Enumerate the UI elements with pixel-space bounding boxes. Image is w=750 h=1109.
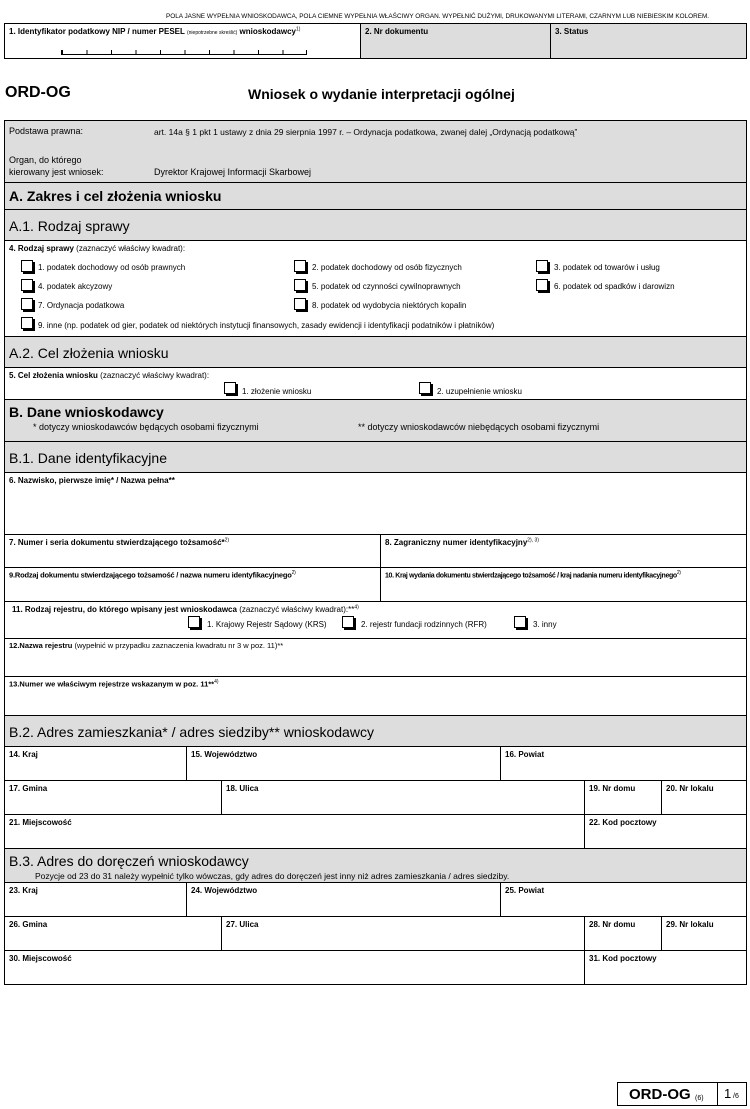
- field9-doc-type[interactable]: [4, 567, 381, 602]
- checkbox-tax-4[interactable]: [21, 279, 33, 291]
- checkbox-tax-2[interactable]: [294, 260, 306, 272]
- field29-label: 29. Nr lokalu: [666, 920, 714, 929]
- field23-label: 23. Kraj: [9, 886, 38, 895]
- basis-label: Podstawa prawna:: [9, 126, 84, 136]
- field6-name[interactable]: [4, 472, 747, 535]
- header-nip-field[interactable]: [4, 23, 361, 59]
- form-code: ORD-OG: [5, 84, 71, 101]
- field12-hint: (wypełnić w przypadku zaznaczenia kwadratu nr 3 w poz. 11)**: [74, 641, 284, 650]
- field14-country[interactable]: [4, 746, 187, 781]
- registry-option-3: 3. inny: [533, 620, 557, 629]
- checkbox-registry-other[interactable]: [514, 616, 526, 628]
- section-a1-title: A.1. Rodzaj sprawy: [9, 218, 130, 234]
- field24-voivodeship[interactable]: [186, 882, 501, 917]
- purpose-option-1: 1. złożenie wniosku: [242, 387, 312, 396]
- field15-label: 15. Województwo: [191, 750, 258, 759]
- field4-box: [4, 240, 747, 337]
- field26-label: 26. Gmina: [9, 920, 48, 929]
- field5-hint: (zaznaczyć właściwy kwadrat):: [100, 371, 210, 380]
- field19-label: 19. Nr domu: [589, 784, 636, 793]
- field1-sup: 1): [296, 26, 301, 33]
- field14-label: 14. Kraj: [9, 750, 38, 759]
- option-7: 7. Ordynacja podatkowa: [38, 301, 125, 310]
- section-a1-header: [4, 209, 747, 241]
- field1-small: (niepotrzebne skreślić): [186, 30, 238, 36]
- footer-pages: /6: [733, 1093, 739, 1100]
- option-3: 3. podatek od towarów i usług: [554, 263, 660, 272]
- field8-foreign-id[interactable]: [380, 534, 747, 568]
- field25-label: 25. Powiat: [505, 886, 545, 895]
- field11-sup: 4): [354, 604, 359, 611]
- section-b2-title: B.2. Adres zamieszkania* / adres siedziby** wnioskodawcy: [9, 724, 374, 740]
- checkbox-registry-krs[interactable]: [188, 616, 200, 628]
- footer-version: (6): [695, 1095, 704, 1102]
- header-doc-number: [360, 23, 551, 59]
- option-9: 9. inne (np. podatek od gier, podatek od niektórych instytucji finansowych, zasady ewidencji i identyfikacji podatników i płatników): [38, 321, 495, 330]
- purpose-option-2: 2. uzupełnienie wniosku: [437, 387, 522, 396]
- option-5: 5. podatek od czynności cywilnoprawnych: [312, 282, 461, 291]
- section-b2-header: [4, 715, 747, 747]
- field5-box: [4, 367, 747, 400]
- field17-label: 17. Gmina: [9, 784, 48, 793]
- field10-sup: 2): [676, 570, 681, 576]
- field20-apartment-number[interactable]: [661, 780, 747, 815]
- field27-street[interactable]: [221, 916, 585, 951]
- field4-label: 4. Rodzaj sprawy: [9, 244, 74, 253]
- section-b-note1: * dotyczy wnioskodawców będących osobami fizycznymi: [33, 422, 259, 432]
- field16-label: 16. Powiat: [505, 750, 545, 759]
- organ-label: Organ, do którego kierowany jest wniosek:: [9, 155, 104, 177]
- field16-district[interactable]: [500, 746, 747, 781]
- field11-hint: (zaznaczyć właściwy kwadrat):**: [239, 605, 355, 614]
- field24-label: 24. Województwo: [191, 886, 258, 895]
- organ-text: Dyrektor Krajowej Informacji Skarbowej: [154, 167, 312, 177]
- section-b-note2: ** dotyczy wnioskodawców niebędących osobami fizycznymi: [358, 422, 600, 432]
- checkbox-tax-1[interactable]: [21, 260, 33, 272]
- checkbox-tax-6[interactable]: [536, 279, 548, 291]
- field23-country[interactable]: [4, 882, 187, 917]
- field17-commune[interactable]: [4, 780, 222, 815]
- section-b-title: B. Dane wnioskodawcy: [9, 404, 164, 420]
- legal-basis-box: [4, 120, 747, 183]
- field1-suffix: wnioskodawcy: [239, 27, 296, 36]
- section-a-title: A. Zakres i cel złożenia wniosku: [9, 188, 222, 204]
- checkbox-tax-5[interactable]: [294, 279, 306, 291]
- field19-house-number[interactable]: [584, 780, 662, 815]
- checkbox-purpose-1[interactable]: [224, 382, 236, 394]
- field3-label: 3. Status: [555, 27, 589, 36]
- field13-label: 13.Numer we właściwym rejestrze wskazanym w poz. 11**: [9, 679, 215, 689]
- field12-label: 12.Nazwa rejestru: [9, 641, 73, 650]
- checkbox-tax-3[interactable]: [536, 260, 548, 272]
- field27-label: 27. Ulica: [226, 920, 259, 929]
- field4-hint: (zaznaczyć właściwy kwadrat):: [76, 244, 186, 253]
- field8-label: 8. Zagraniczny numer identyfikacyjny: [385, 538, 528, 547]
- field26-commune[interactable]: [4, 916, 222, 951]
- field18-label: 18. Ulica: [226, 784, 259, 793]
- section-a-header: [4, 182, 747, 210]
- checkbox-purpose-2[interactable]: [419, 382, 431, 394]
- field21-town[interactable]: [4, 814, 585, 849]
- field22-label: 22. Kod pocztowy: [589, 818, 657, 827]
- section-b1-title: B.1. Dane identyfikacyjne: [9, 450, 167, 466]
- field29-apartment-number[interactable]: [661, 916, 747, 951]
- footer-page-number: [717, 1082, 747, 1106]
- field28-house-number[interactable]: [584, 916, 662, 951]
- option-4: 4. podatek akcyzowy: [38, 282, 113, 291]
- field8-sup: 2), 3): [527, 537, 539, 544]
- field10-issuing-country[interactable]: [380, 567, 747, 602]
- field1-label: 1. Identyfikator podatkowy NIP / numer PESEL: [9, 27, 185, 36]
- footer-page: 1: [724, 1086, 732, 1101]
- registry-option-2: 2. rejestr fundacji rodzinnych (RFR): [361, 620, 487, 629]
- field21-label: 21. Miejscowość: [9, 818, 72, 827]
- basis-text: art. 14a § 1 pkt 1 ustawy z dnia 29 sierpnia 1997 r. – Ordynacja podatkowa, zwanej dalej „Ordynacją podatkową”: [154, 127, 578, 137]
- option-1: 1. podatek dochodowy od osób prawnych: [38, 263, 186, 272]
- checkbox-tax-9[interactable]: [21, 317, 33, 329]
- section-b3-title: B.3. Adres do doręczeń wnioskodawcy: [9, 853, 249, 869]
- field7-sup: 2): [224, 537, 230, 544]
- section-b1-header: [4, 441, 747, 473]
- field15-voivodeship[interactable]: [186, 746, 501, 781]
- field18-street[interactable]: [221, 780, 585, 815]
- footer-code: ORD-OG: [629, 1086, 691, 1103]
- field9-label: 9.Rodzaj dokumentu stwierdzającego tożsamość / nazwa numeru identyfikacyjnego: [9, 570, 292, 580]
- field2-label: 2. Nr dokumentu: [365, 27, 429, 36]
- field20-label: 20. Nr lokalu: [666, 784, 714, 793]
- form-title: Wniosek o wydanie interpretacji ogólnej: [248, 86, 515, 102]
- top-instruction: POLA JASNE WYPEŁNIA WNIOSKODAWCA, POLA CIEMNE WYPEŁNIA WŁAŚCIWY ORGAN. WYPEŁNIĆ DUŻYMI, DRUKOWANYMI LITERAMI, CZARNYM LUB NIEBIESKIM KOLOREM.: [166, 13, 710, 20]
- checkbox-tax-7[interactable]: [21, 298, 33, 310]
- field9-sup: 2): [291, 570, 296, 576]
- footer-form-code: [617, 1082, 718, 1106]
- option-8: 8. podatek od wydobycia niektórych kopalin: [312, 301, 467, 310]
- field6-label: 6. Nazwisko, pierwsze imię* / Nazwa pełna**: [9, 476, 175, 485]
- section-b3-header: [4, 848, 747, 883]
- field31-postal-code[interactable]: [584, 950, 747, 985]
- checkbox-tax-8[interactable]: [294, 298, 306, 310]
- section-a2-header: [4, 336, 747, 368]
- field5-label: 5. Cel złożenia wniosku: [9, 371, 98, 380]
- section-b3-note: Pozycje od 23 do 31 należy wypełnić tylko wówczas, gdy adres do doręczeń jest inny niż adres zamieszkania / adres siedziby.: [35, 871, 510, 881]
- option-6: 6. podatek od spadków i darowizn: [554, 282, 675, 291]
- section-b-header: [4, 399, 747, 442]
- header-status: [550, 23, 747, 59]
- field28-label: 28. Nr domu: [589, 920, 636, 929]
- field11-registry-type: [4, 601, 747, 639]
- field31-label: 31. Kod pocztowy: [589, 954, 657, 963]
- field10-label: 10. Kraj wydania dokumentu stwierdzającego tożsamość / kraj nadania numeru identyfikacyjnego: [385, 572, 677, 580]
- checkbox-registry-rfr[interactable]: [342, 616, 354, 628]
- registry-option-1: 1. Krajowy Rejestr Sądowy (KRS): [207, 620, 327, 629]
- field7-label: 7. Numer i seria dokumentu stwierdzającego tożsamość*: [9, 538, 225, 547]
- field30-label: 30. Miejscowość: [9, 954, 72, 963]
- option-2: 2. podatek dochodowy od osób fizycznych: [312, 263, 462, 272]
- field13-registry-number[interactable]: [4, 676, 747, 716]
- field7-id-doc-number[interactable]: [4, 534, 381, 568]
- nip-digit-boxes: [61, 50, 307, 55]
- section-a2-title: A.2. Cel złożenia wniosku: [9, 345, 169, 361]
- field30-town[interactable]: [4, 950, 585, 985]
- field25-district[interactable]: [500, 882, 747, 917]
- field13-sup: 4): [214, 679, 219, 685]
- field11-label: 11. Rodzaj rejestru, do którego wpisany jest wnioskodawca: [12, 605, 237, 614]
- field22-postal-code[interactable]: [584, 814, 747, 849]
- field12-registry-name[interactable]: [4, 638, 747, 677]
